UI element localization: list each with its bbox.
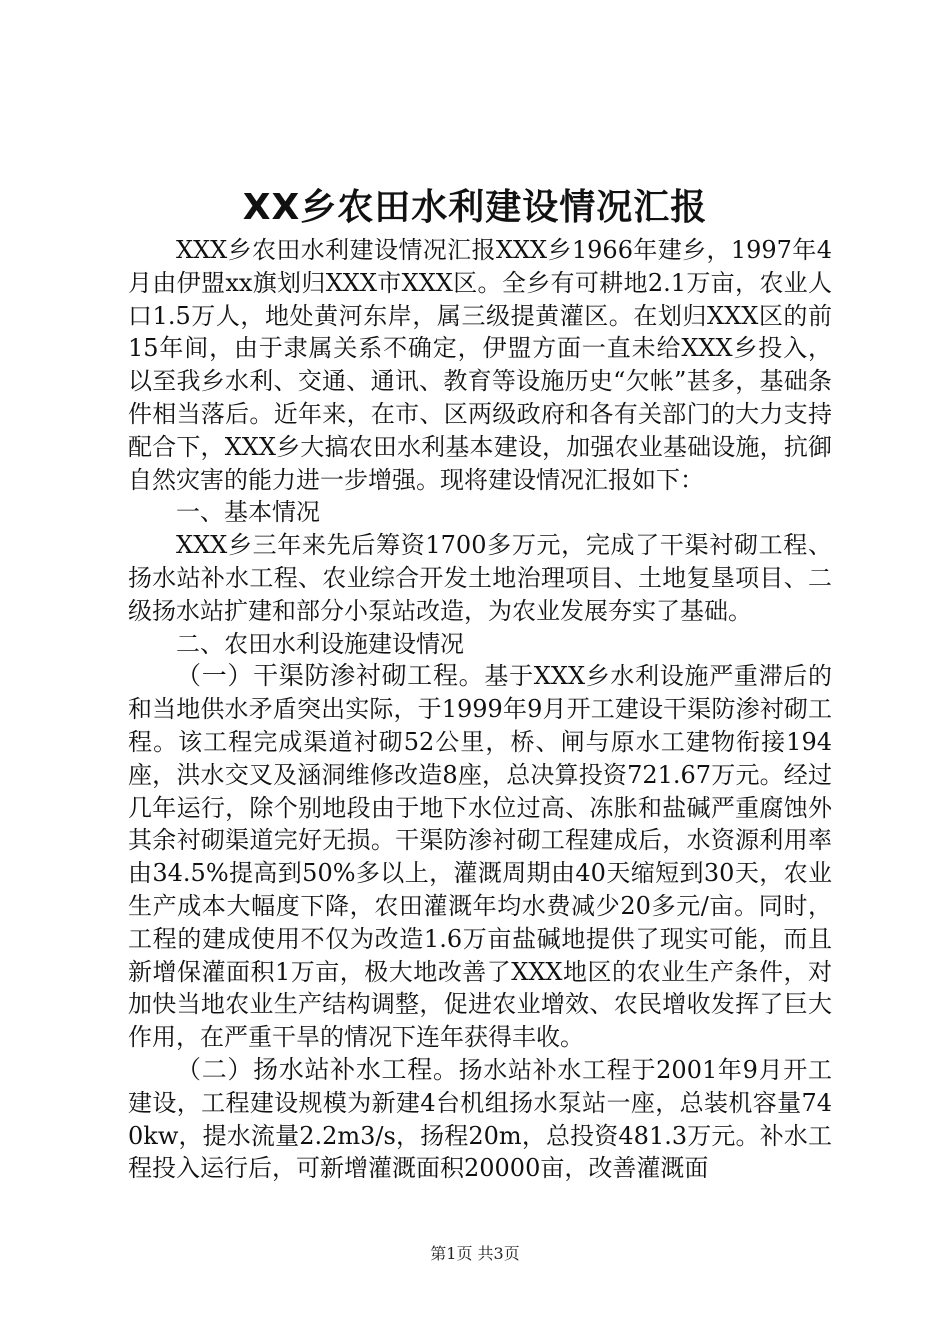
subsection-canal-text: 基于XXX乡水利设施严重滞后的和当地供水矛盾突出实际，于1999年9月开工建设干渠防渗衬砌工程。该工程完成渠道衬砌52公里，桥、闸与原水工建物衔接194座，洪水交叉及涵洞维修改造8座，总决算投资721.67万元。经过几年运行，除个别地段由于地下水位过高、冻胀和盐碱严重腐蚀外其余衬砌渠道完好无损。干渠防渗衬砌工程建成后，水资源利用率由34.5%提高到50%多以上，灌溉周期由40天缩短到30天，农业生产成本大幅度下降，农田灌溉年均水费减少20多元/亩。同时，工程的建成使用不仅为改造1.6万亩盐碱地提供了现实可能，而且新增保灌面积1万亩，极大地改善了XXX地区的农业生产条件，对加快当地农业生产结构调整，促进农业增效、农民增收发挥了巨大作用，在严重干旱的情况下连年获得丰收。 [128, 662, 832, 1052]
subsection-pump-heading: （二）扬水站补水工程。 [176, 1054, 459, 1084]
subsection-canal-heading: （一）干渠防渗衬砌工程。 [176, 661, 485, 691]
document-body [128, 234, 832, 1185]
document-title: XX乡农田水利建设情况汇报 [242, 187, 708, 228]
page-footer: 第1页 共3页 [430, 1244, 520, 1263]
subsection-pump-paragraph [128, 1054, 832, 1185]
subsection-pump-text: 扬水站补水工程于2001年9月开工建设，工程建设规模为新建4台机组扬水泵站一座，总装机容量740kw，提水流量2.2m3/s，扬程20m，总投资481.3万元。补水工程投入运行后，可新增灌溉面积20000亩，改善灌溉面 [128, 1055, 832, 1183]
section-heading-basic: 一、基本情况 [176, 498, 320, 527]
subsection-canal-paragraph [128, 660, 832, 1054]
section-heading-facilities: 二、农田水利设施建设情况 [176, 629, 464, 658]
section-basic-paragraph: XXX乡三年来先后筹资1700多万元，完成了干渠衬砌工程、扬水站补水工程、农业综合开发土地治理项目、土地复垦项目、二级扬水站扩建和部分小泵站改造，为农业发展夯实了基础。 [128, 531, 832, 625]
intro-paragraph: XXX乡农田水利建设情况汇报XXX乡1966年建乡，1997年4月由伊盟xx旗划归XXX市XXX区。全乡有可耕地2.1万亩，农业人口1.5万人，地处黄河东岸，属三级提黄灌区。在划归XXX区的前15年间，由于隶属关系不确定，伊盟方面一直未给XXX乡投入，以至我乡水利、交通、通讯、教育等设施历史“欠帐”甚多，基础条件相当落后。近年来，在市、区两级政府和各有关部门的大力支持配合下，XXX乡大搞农田水利基本建设，加强农业基础设施，抗御自然灾害的能力进一步增强。现将建设情况汇报如下： [128, 236, 832, 494]
